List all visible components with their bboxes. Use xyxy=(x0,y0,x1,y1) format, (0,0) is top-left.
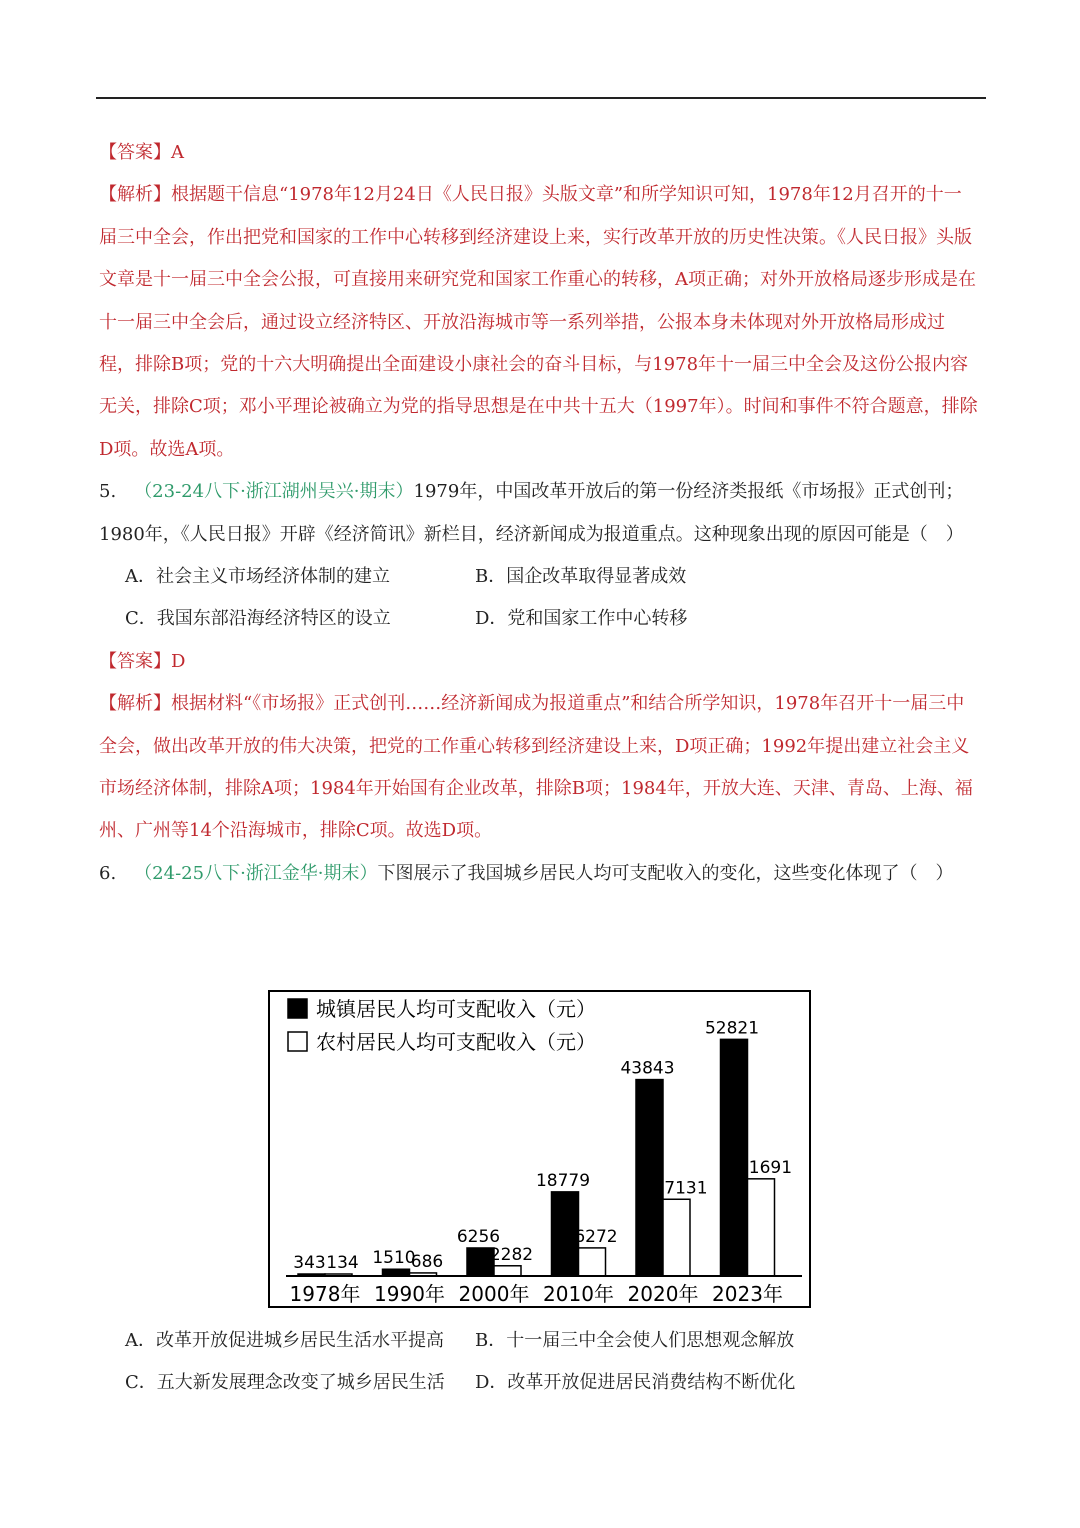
data-label: 343 xyxy=(293,1253,326,1273)
x-tick-label: 1978年 xyxy=(289,1282,361,1306)
data-label: 686 xyxy=(410,1251,444,1272)
data-label: 18779 xyxy=(535,1170,591,1191)
q6-options xyxy=(99,1320,979,1405)
legend-swatch-urban xyxy=(288,999,307,1018)
data-label: 52821 xyxy=(704,1018,760,1039)
q6-option-a[interactable]: A．改革开放促进城乡居民生活水平提高 xyxy=(125,1330,444,1351)
data-label: 1510 xyxy=(372,1248,416,1269)
income-chart-svg xyxy=(268,990,811,1308)
bar-rural-2000年 xyxy=(494,1266,521,1276)
q5-option-a[interactable]: A．社会主义市场经济体制的建立 xyxy=(125,566,390,588)
bar-urban-1990年 xyxy=(383,1269,410,1276)
data-label: 21691 xyxy=(737,1157,793,1178)
data-label: 6256 xyxy=(456,1226,501,1247)
bar-rural-2020年 xyxy=(663,1199,690,1276)
q6-option-d[interactable]: D．改革开放促进居民消费结构不断优化 xyxy=(475,1372,796,1394)
q6-option-c[interactable]: C．五大新发展理念改变了城乡居民生活 xyxy=(125,1372,445,1394)
x-tick-label: 2023年 xyxy=(712,1282,783,1306)
q5-option-d[interactable]: D．党和国家工作中心转移 xyxy=(475,608,688,630)
question-number: 5. xyxy=(99,481,117,503)
data-label: 134 xyxy=(326,1253,359,1273)
q5-analysis xyxy=(99,683,979,853)
q5-stem xyxy=(99,471,979,556)
x-tick-label: 2000年 xyxy=(458,1282,530,1306)
q5-options-row-2 xyxy=(99,598,979,640)
question-source: （24-25八下·浙江金华·期末） xyxy=(134,862,378,884)
answer-label: 【答案】 xyxy=(99,650,171,672)
question-stem: 1979年，中国改革开放后的第一份经济类报纸《市场报》正式创刊；1980年，《人民日报》开辟《经济简讯》新栏目，经济新闻成为报道重点。这种现象出现的原因可能是（ ） xyxy=(99,481,964,545)
q4-answer xyxy=(99,132,979,174)
data-label: 17131 xyxy=(653,1178,708,1199)
answer-label: 【答案】 xyxy=(99,142,171,163)
q5-option-c[interactable]: C．我国东部沿海经济特区的设立 xyxy=(125,608,391,630)
analysis-label: 【解析】 xyxy=(99,693,171,715)
q6-options-row-2 xyxy=(99,1362,979,1404)
question-stem: 下图展示了我国城乡居民人均可支配收入的变化，这些变化体现了（ ） xyxy=(377,862,954,884)
analysis-label: 【解析】 xyxy=(99,184,171,206)
q5-options-row-1 xyxy=(99,556,979,598)
legend-label-urban: 城镇居民人均可支配收入（元） xyxy=(316,997,596,1021)
bar-rural-2010年 xyxy=(579,1248,606,1276)
q6-options-row-1 xyxy=(99,1320,979,1362)
q5-answer xyxy=(99,641,979,683)
income-bar-chart xyxy=(268,990,811,1308)
x-tick-label: 2020年 xyxy=(627,1282,699,1306)
header-rule xyxy=(96,97,986,99)
analysis-text: 根据材料“《市场报》正式创刊……经济新闻成为报道重点”和结合所学知识，1978年召开十一届三中全会，做出改革开放的伟大决策，把党的工作重心转移到经济建设上来，D项正确；1992年提出建立社会主义市场经济体制，排除A项；1984年开始国有企业改革，排除B项；1984年，开放大连、天津、青岛、上海、福州、广州等14个沿海城市，排除C项。故选D项。 xyxy=(99,693,973,842)
q6-option-b[interactable]: B．十一届三中全会使人们思想观念解放 xyxy=(475,1330,795,1351)
q5-option-b[interactable]: B．国企改革取得显著成效 xyxy=(475,566,687,588)
answer-value: A xyxy=(171,142,184,163)
analysis-text: 根据题干信息“1978年12月24日《人民日报》头版文章”和所学知识可知，1978年12月召开的十一届三中全会，作出把党和国家的工作中心转移到经济建设上来，实行改革开放的历史性决策。《人民日报》头版文章是十一届三中全会公报，可直接用来研究党和国家工作重心的转移，A项正确；对外开放格局逐步形成是在十一届三中全会后，通过设立经济特区、开放沿海城市等一系列举措，公报本身未体现对外开放格局形成过程，排除B项；党的十六大明确提出全面建设小康社会的奋斗目标，与1978年十一届三中全会及这份公报内容无关，排除C项；邓小平理论被确立为党的指导思想是在中共十五大（1997年）。时间和事件不符合题意，排除D项。故选A项。 xyxy=(99,184,978,460)
question-number: 6. xyxy=(99,862,117,884)
document-body xyxy=(99,132,979,895)
q6-stem xyxy=(99,853,979,895)
question-source: （23-24八下·浙江湖州吴兴·期末） xyxy=(134,481,414,503)
x-tick-label: 1990年 xyxy=(374,1282,445,1306)
data-label: 43843 xyxy=(620,1058,675,1079)
q4-analysis xyxy=(99,174,979,471)
answer-value: D xyxy=(171,650,186,672)
x-tick-label: 2010年 xyxy=(543,1282,614,1306)
data-label: 2282 xyxy=(489,1244,534,1265)
legend-swatch-rural xyxy=(288,1032,307,1051)
legend-label-rural: 农村居民人均可支配收入（元） xyxy=(316,1030,596,1054)
data-label: 6272 xyxy=(574,1226,618,1247)
bar-rural-2023年 xyxy=(748,1179,775,1276)
